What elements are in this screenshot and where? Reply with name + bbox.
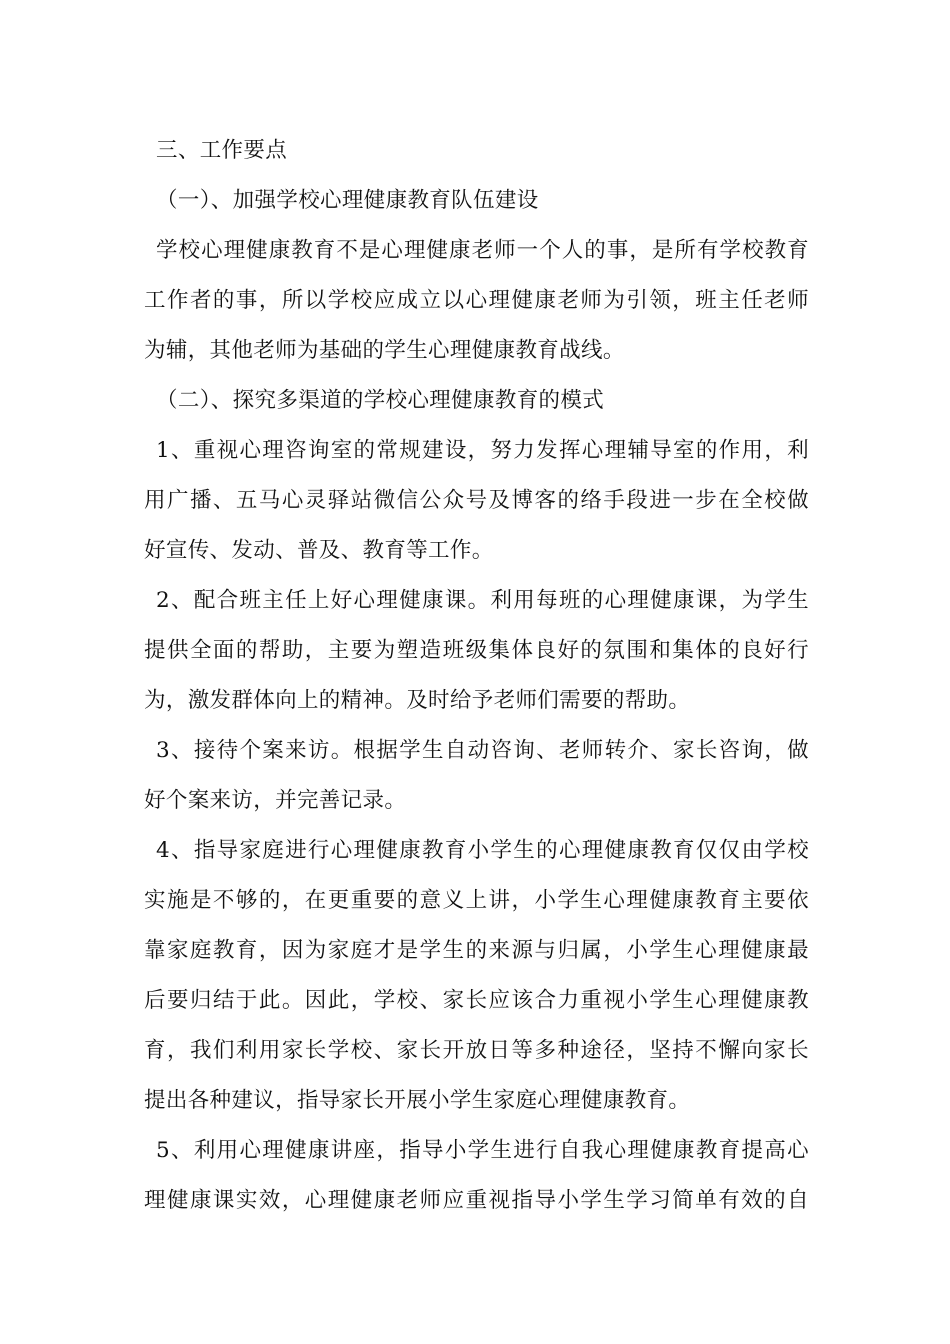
paragraph-line: 4、指导家庭进行心理健康教育小学生的心理健康教育仅仅由学校 <box>156 838 809 863</box>
subsection-heading-2: （二）、探究多渠道的学校心理健康教育的模式 <box>156 388 605 413</box>
paragraph-line: 学校心理健康教育不是心理健康老师一个人的事，是所有学校教育 <box>156 238 809 263</box>
paragraph-line: 实施是不够的，在更重要的意义上讲，小学生心理健康教育主要依 <box>144 888 809 913</box>
paragraph-line: 育，我们利用家长学校、家长开放日等多种途径，坚持不懈向家长 <box>144 1038 809 1063</box>
paragraph-line: 为辅，其他老师为基础的学生心理健康教育战线。 <box>144 338 625 363</box>
paragraph-line: 2、配合班主任上好心理健康课。利用每班的心理健康课，为学生 <box>156 588 809 613</box>
paragraph-line: 靠家庭教育，因为家庭才是学生的来源与归属，小学生心理健康最 <box>144 938 809 963</box>
paragraph-line: 提出各种建议，指导家长开展小学生家庭心理健康教育。 <box>144 1088 691 1113</box>
paragraph-line: 好宣传、发动、普及、教育等工作。 <box>144 538 494 563</box>
document-body <box>144 126 809 1226</box>
paragraph-line: 提供全面的帮助，主要为塑造班级集体良好的氛围和集体的良好行 <box>144 638 809 663</box>
paragraph-line: 为，激发群体向上的精神。及时给予老师们需要的帮助。 <box>144 688 691 713</box>
paragraph-line: 1、重视心理咨询室的常规建设，努力发挥心理辅导室的作用，利 <box>156 438 809 463</box>
paragraph-line: 理健康课实效，心理健康老师应重视指导小学生学习简单有效的自 <box>144 1188 809 1213</box>
paragraph-line: 后要归结于此。因此，学校、家长应该合力重视小学生心理健康教 <box>144 988 809 1013</box>
paragraph-line: 好个案来访，并完善记录。 <box>144 788 407 813</box>
paragraph-line: 5、利用心理健康讲座，指导小学生进行自我心理健康教育提高心 <box>156 1138 809 1163</box>
section-heading: 三、工作要点 <box>156 138 288 163</box>
paragraph-line: 3、接待个案来访。根据学生自动咨询、老师转介、家长咨询，做 <box>156 738 809 763</box>
paragraph-line: 工作者的事，所以学校应成立以心理健康老师为引领，班主任老师 <box>144 288 809 313</box>
subsection-heading-1: （一）、加强学校心理健康教育队伍建设 <box>156 188 539 213</box>
paragraph-line: 用广播、五马心灵驿站微信公众号及博客的络手段进一步在全校做 <box>144 488 809 513</box>
